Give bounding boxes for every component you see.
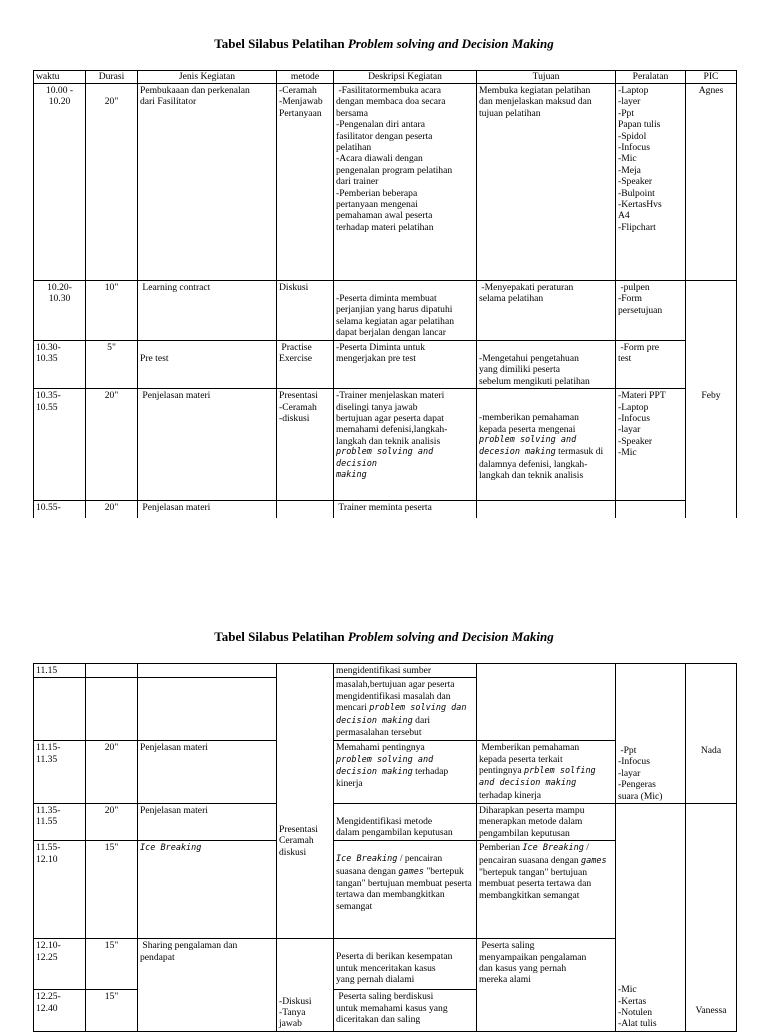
jenis-cell bbox=[138, 678, 277, 741]
waktu-cell: 11.15 bbox=[34, 664, 86, 678]
durasi-cell: 20" bbox=[86, 803, 138, 840]
pic-cell bbox=[686, 341, 737, 389]
durasi-cell: 15" bbox=[86, 841, 138, 939]
tujuan-cell: Diharapkan peserta mampu menerapkan metode dalam pengambilan keputusan bbox=[477, 803, 616, 840]
table-row bbox=[34, 341, 737, 389]
waktu-cell: 10.00 - 10.20 bbox=[34, 84, 86, 281]
table-header-row bbox=[34, 71, 737, 84]
pic-cell bbox=[686, 664, 737, 678]
tujuan-cell bbox=[477, 664, 616, 678]
tujuan-cell: -memberikan pemahaman kepada peserta mengenai problem solving and decesion making termasuk di dalamnya defenisi, langkah- langkah dan teknik analisis bbox=[477, 389, 616, 501]
peralatan-cell: -Mic -Kertas -Notulen -Alat tulis bbox=[616, 803, 686, 1031]
durasi-cell: 20" bbox=[86, 389, 138, 501]
syllabus-table-page-2 bbox=[33, 663, 737, 1032]
deskripsi-cell: Trainer meminta peserta bbox=[334, 501, 477, 541]
peralatan-cell: -Form pre test bbox=[616, 341, 686, 389]
page-title: Tabel Silabus Pelatihan Problem solving and Decision Making bbox=[214, 629, 554, 644]
durasi-cell: 20" bbox=[86, 84, 138, 281]
jenis-cell: Penjelasan materi bbox=[138, 389, 277, 501]
durasi-cell bbox=[86, 678, 138, 741]
deskripsi-cell: -Trainer menjelaskan materi diselingi tanya jawab bertujuan agar peserta dapat memahami defenisi,langkah- langkah dan teknik analisis problem solving and decision making bbox=[334, 389, 477, 501]
deskripsi-cell: Ice Breaking / pencairan suasana dengan games "bertepuk tangan" bertujuan membuat peserta tertawa dan membangkitkan semangat bbox=[334, 841, 477, 939]
tujuan-cell: -Mengetahui pengetahuan yang dimiliki peserta sebelum mengikuti pelatihan bbox=[477, 341, 616, 389]
waktu-cell: 10.30- 10.35 bbox=[34, 341, 86, 389]
durasi-cell: 15" bbox=[86, 990, 138, 1032]
header-cell: waktu bbox=[34, 71, 86, 84]
deskripsi-cell: masalah,bertujuan agar peserta mengidentifikasi masalah dan mencari problem solving dan decision making dari permasalahan tersebut bbox=[334, 678, 477, 741]
deskripsi-cell: -Peserta Diminta untuk mengerjakan pre test bbox=[334, 341, 477, 389]
waktu-cell: 10.35- 10.55 bbox=[34, 389, 86, 501]
page-break-gap bbox=[0, 518, 768, 598]
tujuan-cell: Peserta saling menyampaikan pengalaman dan kasus yang pernah mereka alami bbox=[477, 939, 616, 1032]
metode-cell: -Ceramah -Menjawab Pertanyaan bbox=[277, 84, 334, 281]
header-cell: metode bbox=[277, 71, 334, 84]
header-cell: PIC bbox=[686, 71, 737, 84]
header-cell: Durasi bbox=[86, 71, 138, 84]
pic-cell: Vanessa bbox=[686, 803, 737, 1031]
jenis-cell: Penjelasan materi bbox=[138, 501, 277, 541]
jenis-cell bbox=[138, 664, 277, 678]
jenis-cell: Pembukaaan dan perkenalan dari Fasilitator bbox=[138, 84, 277, 281]
jenis-cell: Ice Breaking bbox=[138, 841, 277, 939]
tujuan-cell: Pemberian Ice Breaking / pencairan suasana dengan games "bertepuk tangan" bertujuan membuat peserta tertawa dan membangkitkan semangat bbox=[477, 841, 616, 939]
metode-cell: Presentasi -Ceramah -diskusi bbox=[277, 389, 334, 501]
table-row bbox=[34, 678, 737, 741]
jenis-cell: Learning contract bbox=[138, 281, 277, 341]
durasi-cell: 20" bbox=[86, 501, 138, 541]
deskripsi-cell: mengidentifikasi sumber bbox=[334, 664, 477, 678]
tujuan-cell: -Menyepakati peraturan selama pelatihan bbox=[477, 281, 616, 341]
header-cell: Deskripsi Kegiatan bbox=[334, 71, 477, 84]
durasi-cell: 15" bbox=[86, 939, 138, 990]
peralatan-cell: -Materi PPT -Laptop -Infocus -layar -Speaker -Mic bbox=[616, 389, 686, 501]
waktu-cell: 11.55- 12.10 bbox=[34, 841, 86, 939]
durasi-cell: 5" bbox=[86, 341, 138, 389]
durasi-cell: 20" bbox=[86, 741, 138, 804]
waktu-cell: 12.10- 12.25 bbox=[34, 939, 86, 990]
deskripsi-cell: -Peserta diminta membuat perjanjian yang harus dipatuhi selama kegiatan agar pelatihan dapat berjalan dengan lancar bbox=[334, 281, 477, 341]
deskripsi-cell: Peserta saling berdiskusi untuk memahami kasus yang diceritakan dan saling bbox=[334, 990, 477, 1032]
pic-cell: Nada bbox=[686, 678, 737, 804]
peralatan-cell: -Laptop -layer -Ppt Papan tulis -Spidol -Infocus -Mic -Meja -Speaker -Bulpoint -KertasHvs A4 -Flipchart bbox=[616, 84, 686, 281]
header-cell: Tujuan bbox=[477, 71, 616, 84]
jenis-cell: Penjelasan materi bbox=[138, 803, 277, 840]
waktu-cell: 11.35- 11.55 bbox=[34, 803, 86, 840]
waktu-cell bbox=[34, 678, 86, 741]
jenis-cell: Penjelasan materi bbox=[138, 741, 277, 804]
metode-cell bbox=[277, 664, 334, 678]
waktu-cell: 10.20- 10.30 bbox=[34, 281, 86, 341]
tujuan-cell bbox=[477, 678, 616, 741]
header-cell: Peralatan bbox=[616, 71, 686, 84]
deskripsi-cell: Peserta di berikan kesempatan untuk menceritakan kasus yang pernah dialami bbox=[334, 939, 477, 990]
table-row bbox=[34, 664, 737, 678]
deskripsi-cell: -Fasilitatormembuka acara dengan membaca doa secara bersama -Pengenalan diri antara fasilitator dengan peserta pelatihan -Acara diawali dengan pengenalan program pelatihan dari trainer -Pemberian beberapa pertanyaan mengenai pemahaman awal peserta terhadap materi pelatihan bbox=[334, 84, 477, 281]
durasi-cell: 10" bbox=[86, 281, 138, 341]
jenis-cell: Pre test bbox=[138, 341, 277, 389]
peralatan-cell: -pulpen -Form persetujuan bbox=[616, 281, 686, 341]
metode-cell: Diskusi bbox=[277, 281, 334, 341]
deskripsi-cell: Memahami pentingnya problem solving and decision making terhadap kinerja bbox=[334, 741, 477, 804]
tujuan-cell: Memberikan pemahaman kepada peserta terkait pentingnya prblem solfing and decision making terhadap kinerja bbox=[477, 741, 616, 804]
page-title: Tabel Silabus Pelatihan Problem solving and Decision Making bbox=[214, 36, 554, 51]
syllabus-table-page-1 bbox=[33, 70, 737, 541]
waktu-cell: 12.25- 12.40 bbox=[34, 990, 86, 1032]
table-row bbox=[34, 281, 737, 341]
waktu-cell: 11.15- 11.35 bbox=[34, 741, 86, 804]
deskripsi-cell: Mengidentifikasi metode dalam pengambilan keputusan bbox=[334, 803, 477, 840]
pic-cell: Feby bbox=[686, 389, 737, 501]
metode-cell: Practise Exercise bbox=[277, 341, 334, 389]
metode-cell: Presentasi Ceramah diskusi bbox=[277, 678, 334, 939]
peralatan-cell bbox=[616, 664, 686, 678]
header-cell: Jenis Kegiatan bbox=[138, 71, 277, 84]
metode-cell bbox=[277, 939, 334, 990]
table-row bbox=[34, 803, 737, 840]
tujuan-cell: Membuka kegiatan pelatihan dan menjelaskan maksud dan tujuan pelatihan bbox=[477, 84, 616, 281]
jenis-cell: Sharing pengalaman dan pendapat bbox=[138, 939, 277, 1032]
table-row bbox=[34, 389, 737, 501]
durasi-cell bbox=[86, 664, 138, 678]
pic-cell: Agnes bbox=[686, 84, 737, 281]
peralatan-cell: -Ppt -Infocus -layar -Pengeras suara (Mic) bbox=[616, 678, 686, 804]
waktu-cell: 10.55- bbox=[34, 501, 86, 541]
metode-cell: -Diskusi -Tanya jawab bbox=[277, 990, 334, 1032]
pic-cell bbox=[686, 281, 737, 341]
table-row bbox=[34, 84, 737, 281]
